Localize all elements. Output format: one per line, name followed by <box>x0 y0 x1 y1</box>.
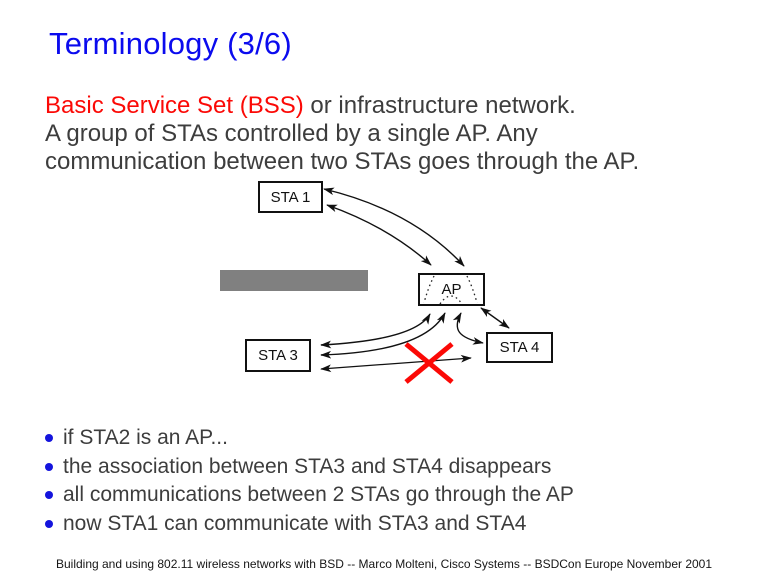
bullet-dot-icon <box>45 434 53 442</box>
bullet-item <box>45 510 574 539</box>
node-sta1 <box>258 181 323 213</box>
bullet-item <box>45 453 574 482</box>
intro-paragraph <box>45 92 639 176</box>
obstacle-bar <box>220 270 368 291</box>
arrow-sta1-ap-2 <box>327 205 431 265</box>
footer-credit: Building and using 802.11 wireless networks with BSD -- Marco Molteni, Cisco Systems -- BSDCon Europe November 2001 <box>55 557 713 571</box>
node-sta4-label: STA 4 <box>499 339 540 356</box>
bss-network-diagram <box>0 170 768 410</box>
intro-rest: or infrastructure network. <box>303 92 576 119</box>
intro-highlight: Basic Service Set (BSS) <box>45 92 304 119</box>
bullet-dot-icon <box>45 491 53 499</box>
bullet-text: if STA2 is an AP... <box>63 426 228 449</box>
node-sta3-label: STA 3 <box>258 347 298 364</box>
arrow-sta3-sta4 <box>321 358 471 369</box>
diagram-arrow-layer <box>0 170 768 410</box>
arrow-sta1-ap-1 <box>324 189 464 266</box>
intro-line-3: communication between two STAs goes through the AP. <box>45 148 640 175</box>
bullet-text: now STA1 can communicate with STA3 and STA4 <box>63 511 527 535</box>
bullet-dot-icon <box>45 463 53 471</box>
intro-line-1 <box>45 92 639 120</box>
bullet-text: the association between STA3 and STA4 disappears <box>63 454 552 478</box>
arrow-ap-sta3-1 <box>321 314 430 345</box>
arrow-ap-sta4-1 <box>481 308 509 328</box>
node-sta1-label: STA 1 <box>270 188 311 206</box>
node-sta3 <box>245 339 311 372</box>
bullet-item <box>45 424 574 453</box>
node-ap-label: AP <box>441 281 462 298</box>
bullet-list <box>45 424 574 538</box>
node-ap <box>418 273 485 306</box>
page-title: Terminology (3/6) <box>49 26 292 61</box>
intro-line-2: A group of STAs controlled by a single AP. Any <box>45 120 538 147</box>
arrow-ap-sta3-2 <box>321 313 445 355</box>
bullet-dot-icon <box>45 520 53 528</box>
bullet-text: all communications between 2 STAs go through the AP <box>63 483 574 506</box>
bullet-item <box>45 481 574 510</box>
node-sta4 <box>486 332 553 363</box>
arrow-ap-sta4-2 <box>457 313 483 343</box>
cross-icon <box>406 344 452 382</box>
